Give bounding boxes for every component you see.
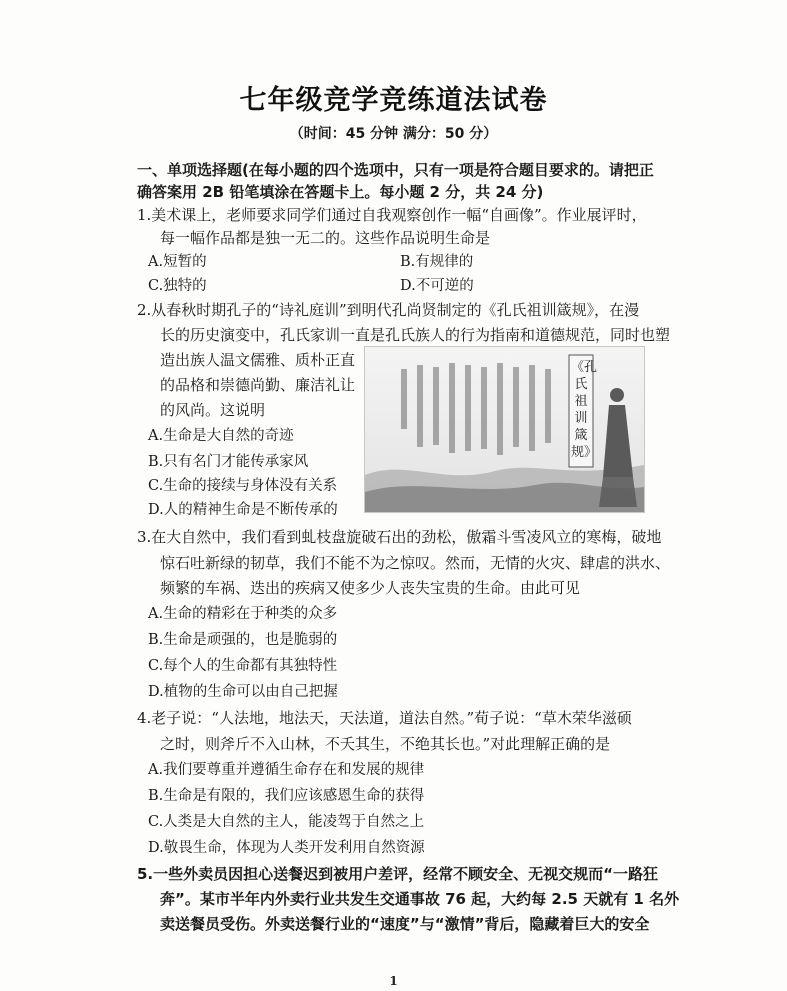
q2-option-c: C.生命的接续与身体没有关系 <box>148 478 338 494</box>
q5-stem-line-2: 奔”。某市半年内外卖行业共发生交通事故 76 起，大约每 2.5 天就有 1 名外 <box>160 890 680 908</box>
q2-option-b: B.只有名门才能传承家风 <box>148 454 309 470</box>
q1-stem-line-2: 每一幅作品都是独一无二的。这些作品说明生命是 <box>160 229 491 247</box>
q1-option-b: B.有规律的 <box>400 254 474 270</box>
q3-option-c: C.每个人的生命都有其独特性 <box>148 658 338 674</box>
q2-stem-line-1: 2.从春秋时期孔子的“诗礼庭训”到明代孔尚贤制定的《孔氏祖训箴规》，在漫 <box>137 301 640 319</box>
q4-option-c: C.人类是大自然的主人，能凌驾于自然之上 <box>148 814 425 830</box>
calligraphy-illustration <box>365 347 644 512</box>
q4-option-d: D.敬畏生命，体现为人类开发利用自然资源 <box>148 840 425 856</box>
q2-option-a: A.生命是大自然的奇迹 <box>148 428 294 444</box>
section-heading-line-2: 确答案用 2B 铅笔填涂在答题卡上。每小题 2 分，共 24 分) <box>137 183 544 201</box>
q1-option-a: A.短暂的 <box>148 254 207 270</box>
q5-stem-line-1: 5.一些外卖员因担心送餐迟到被用户差评，经常不顾安全、无视交规而“一路狂 <box>137 865 658 883</box>
q4-option-b: B.生命是有限的，我们应该感恩生命的获得 <box>148 788 425 804</box>
q1-option-d: D.不可逆的 <box>400 278 474 294</box>
q3-stem-line-3: 频繁的车祸、迭出的疾病又使多少人丧失宝贵的生命。由此可见 <box>160 579 581 597</box>
q2-stem-line-5: 的风尚。这说明 <box>160 401 266 419</box>
q1-option-c: C.独特的 <box>148 278 207 294</box>
q2-stem-line-3: 造出族人温文儒雅、质朴正直 <box>160 351 356 369</box>
page-number: 1 <box>389 974 398 988</box>
q3-option-b: B.生命是顽强的，也是脆弱的 <box>148 632 338 648</box>
q3-option-d: D.植物的生命可以由自己把握 <box>148 684 338 700</box>
q3-stem-line-2: 惊石吐新绿的韧草，我们不能不为之惊叹。然而，无情的火灾、肆虐的洪水、 <box>160 554 671 572</box>
q4-stem-line-1: 4.老子说：“人法地，地法天，天法道，道法自然。”荀子说：“草木荣华滋硕 <box>137 709 632 727</box>
figure-caption: 《孔氏祖训箴规》 <box>571 360 598 460</box>
q4-stem-line-2: 之时，则斧斤不入山林，不夭其生，不绝其长也。”对此理解正确的是 <box>160 735 611 753</box>
q2-stem-line-2: 长的历史演变中，孔氏家训一直是孔氏族人的行为指南和道德规范，同时也塑 <box>160 326 671 344</box>
q4-option-a: A.我们要尊重并遵循生命存在和发展的规律 <box>148 762 425 778</box>
section-heading-line-1: 一、单项选择题(在每小题的四个选项中，只有一项是符合题目要求的。请把正 <box>137 161 654 179</box>
q2-stem-line-4: 的品格和崇德尚勤、廉洁礼让 <box>160 376 356 394</box>
exam-subtitle: （时间：45 分钟 满分：50 分） <box>289 126 498 142</box>
q1-stem-line-1: 1.美术课上，老师要求同学们通过自我观察创作一幅“自画像”。作业展评时， <box>137 206 647 224</box>
calligraphy-figure <box>364 346 645 513</box>
q3-option-a: A.生命的精彩在于种类的众多 <box>148 606 338 622</box>
q3-stem-line-1: 3.在大自然中，我们看到虬枝盘旋破石出的劲松，傲霜斗雪凌风立的寒梅，破地 <box>137 528 662 546</box>
q5-stem-line-3: 卖送餐员受伤。外卖送餐行业的“速度”与“激情”背后，隐藏着巨大的安全 <box>160 915 650 933</box>
exam-title: 七年级竞学竞练道法试卷 <box>239 85 548 116</box>
q2-option-d: D.人的精神生命是不断传承的 <box>148 502 338 518</box>
